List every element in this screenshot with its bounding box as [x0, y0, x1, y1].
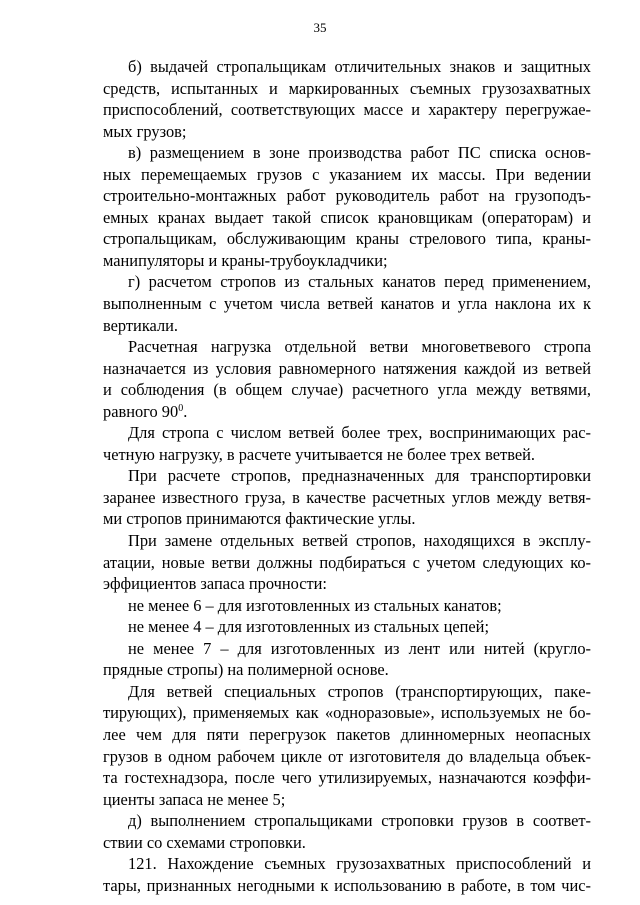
text-line: [103, 228, 591, 250]
text-line: [103, 638, 591, 660]
text-line: [103, 573, 591, 595]
text-line: [103, 832, 591, 854]
text-line: [103, 99, 591, 121]
text-line-content: вертикали.: [103, 315, 179, 335]
text-line-content: б) выдачей стропальщикам отличительных знаков и защитных: [128, 57, 591, 76]
text-line: [103, 444, 591, 466]
text-line: [103, 616, 591, 638]
text-line: [103, 487, 591, 509]
text-line-content: мых грузов;: [103, 121, 187, 141]
text-line-content: Для стропа с числом ветвей более трех, воспринимающих рас-: [128, 423, 591, 443]
text-line-content: атации, новые ветви должны подбираться с учетом следующих ко-: [103, 552, 591, 572]
text-line-content: назначается из условия равномерного натяжения каждой из ветвей: [103, 358, 591, 378]
text-line-content: в) размещением в зоне производства работ ПС списка основ-: [128, 143, 591, 163]
text-line-content: приспособлений, соответствующих массе и характеру перегружае-: [103, 100, 591, 120]
text-line: [103, 789, 591, 811]
text-line-content: и соблюдения (в общем случае) расчетного угла между ветвями,: [103, 380, 591, 400]
text-line-content: четную нагрузку, в расчете учитывается не более трех ветвей.: [103, 444, 535, 464]
text-line-content: манипуляторы и краны-трубоукладчики;: [103, 250, 388, 270]
text-line: [103, 552, 591, 574]
text-line-content: циенты запаса не менее 5;: [103, 789, 286, 809]
text-line: [103, 465, 591, 487]
page-number: 35: [313, 20, 327, 35]
text-line-content: не менее 4 – для изготовленных из стальных цепей;: [128, 617, 490, 637]
text-line: [103, 164, 591, 186]
text-line: [103, 250, 591, 272]
text-line-content: грузов в одном рабочем цикле от изготовителя до владельца объек-: [103, 746, 591, 766]
text-line: [103, 56, 591, 78]
text-line-content: При замене отдельных ветвей стропов, находящихся в эксплу-: [128, 531, 591, 551]
degree-superscript: 0: [178, 402, 184, 414]
text-line: [103, 702, 591, 724]
text-line: [103, 724, 591, 746]
text-line-content: тары, признанных негодными к использованию в работе, в том чис-: [103, 875, 591, 895]
text-line-content: Для ветвей специальных стропов (транспортирующих, пакe-: [128, 681, 591, 701]
text-line: [103, 767, 591, 789]
text-line-content: тирующих), применяемых как «одноразовые», используемых не бо-: [103, 703, 591, 723]
text-line-content: Расчетная нагрузка отдельной ветви многоветвевого стропа: [128, 337, 591, 357]
text-line-content: г) расчетом стропов из стальных канатов перед применением,: [128, 272, 591, 292]
text-line-content: ми стропов принимаются фактические углы.: [103, 509, 416, 529]
text-line-content: прядные стропы) на полимерной основе.: [103, 660, 389, 680]
text-line: [103, 293, 591, 315]
text-line: [103, 379, 591, 401]
text-line-suffix: .: [183, 401, 188, 421]
text-line-content: стропальщикам, обслуживающим краны стрелового типа, краны-: [103, 229, 591, 249]
text-line-content: заранее известного груза, в качестве расчетных углов между ветвя-: [103, 487, 591, 507]
text-line-content: средств, испытанных и маркированных съемных грузозахватных: [103, 78, 591, 98]
text-line: [103, 207, 591, 229]
text-line: [103, 853, 591, 875]
text-line: [103, 508, 591, 530]
text-line: [103, 810, 591, 832]
text-line: [103, 121, 591, 143]
text-line-content: лее чем для пяти перегрузок пакетов длинномерных неопасных: [103, 724, 591, 744]
document-body: [103, 56, 591, 896]
text-line: [103, 78, 591, 100]
text-line-content: емных кранах выдает такой список крановщикам (операторам) и: [103, 207, 591, 227]
text-line: [103, 358, 591, 380]
text-line: [103, 336, 591, 358]
text-line-content: д) выполнением стропальщиками строповки грузов в соответ-: [128, 811, 591, 831]
text-line: [103, 681, 591, 703]
text-line: [103, 595, 591, 617]
text-line: [103, 401, 591, 423]
text-line: [103, 659, 591, 681]
text-line-content: не менее 7 – для изготовленных из лент или нитей (кругло-: [128, 638, 591, 658]
text-line-content: При расчете стропов, предназначенных для транспортировки: [128, 466, 591, 486]
text-line: [103, 185, 591, 207]
text-line: [103, 530, 591, 552]
text-line: [103, 315, 591, 337]
text-line: [103, 746, 591, 768]
text-line: [103, 422, 591, 444]
text-line-content: не менее 6 – для изготовленных из стальных канатов;: [128, 595, 502, 615]
text-line-content: 121. Нахождение съемных грузозахватных приспособлений и: [128, 854, 591, 874]
text-line-content: строительно-монтажных работ руководитель работ на грузоподъ-: [103, 186, 591, 206]
text-line-content: та гостехнадзора, после чего утилизируемых, назначаются коэффи-: [103, 768, 591, 788]
text-line-content: выполненным с учетом числа ветвей канатов и угла наклона их к: [103, 294, 591, 314]
text-line-content: эффициентов запаса прочности:: [103, 574, 327, 594]
text-line: [103, 875, 591, 897]
text-line-content: равного 90: [103, 401, 179, 421]
text-line: [103, 271, 591, 293]
text-line-content: ных перемещаемых грузов с указанием их массы. При ведении: [103, 164, 591, 184]
text-line: [103, 142, 591, 164]
text-line-content: ствии со схемами строповки.: [103, 832, 306, 852]
